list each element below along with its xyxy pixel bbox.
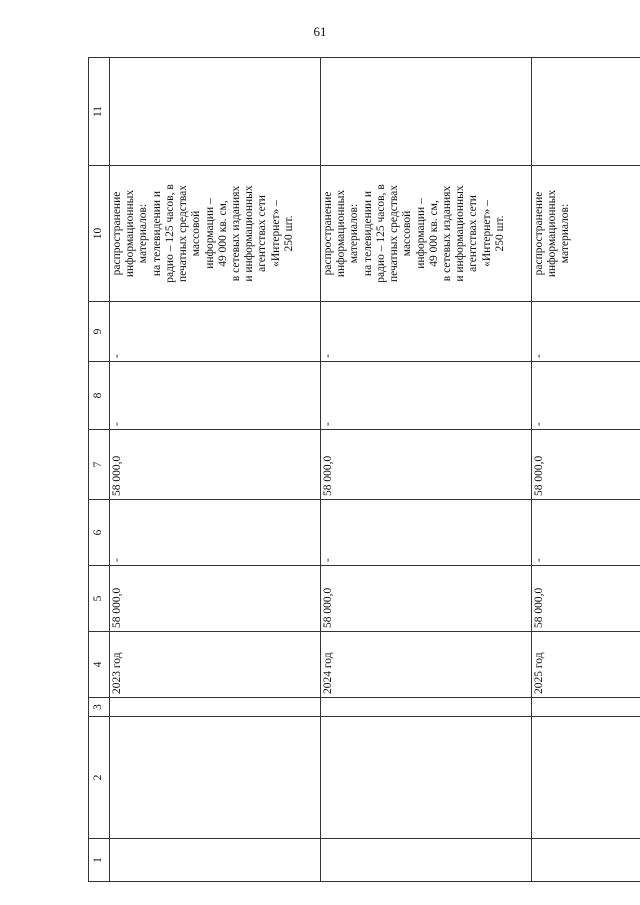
col-header-7: 7: [89, 430, 110, 500]
cell-col3: [110, 698, 321, 717]
desc-line: радио – 125 часов, в: [163, 184, 176, 283]
col-header-4: 4: [89, 632, 110, 698]
cell-col1: [321, 839, 532, 882]
cell-description: [321, 166, 532, 302]
cell-col6: -: [532, 500, 640, 566]
cell-col7: 58 000,0: [110, 430, 321, 500]
desc-line: 49 000 кв. см,: [427, 200, 440, 267]
col-header-10: 10: [89, 166, 110, 302]
desc-line: агентствах сети: [256, 195, 269, 272]
desc-line: 250 шт.: [282, 215, 295, 252]
cell-col6: -: [321, 500, 532, 566]
cell-col8: -: [321, 362, 532, 430]
desc-line: 49 000 кв. см,: [216, 200, 229, 267]
desc-line: в сетевых изданиях: [440, 185, 453, 282]
desc-line: материалов:: [137, 203, 150, 264]
desc-line: в сетевых изданиях: [229, 185, 242, 282]
col-header-3: 3: [89, 698, 110, 717]
desc-line: печатных средствах: [388, 185, 401, 283]
desc-line: 250 шт.: [493, 215, 506, 252]
cell-year: 2023 год: [110, 632, 321, 698]
cell-col2: [532, 717, 640, 839]
desc-line: «Интернет» –: [269, 200, 282, 267]
desc-line: информации –: [414, 198, 427, 269]
cell-col11: [321, 58, 532, 166]
desc-line: информационных: [335, 189, 348, 278]
data-table: [88, 57, 640, 882]
desc-line: информационных: [124, 189, 137, 278]
desc-line: информации –: [203, 198, 216, 269]
cell-col9: -: [321, 302, 532, 362]
desc-line: печатных средствах: [177, 185, 190, 283]
table-row: [110, 58, 321, 882]
col-header-2: 2: [89, 717, 110, 839]
cell-col1: [532, 839, 640, 882]
desc-line: материалов:: [559, 203, 572, 264]
page-number: 61: [313, 24, 327, 39]
desc-line: массовой: [401, 210, 414, 257]
cell-col5: 58 000,0: [532, 566, 640, 632]
table-row: [321, 58, 532, 882]
col-header-8: 8: [89, 362, 110, 430]
cell-col6: -: [110, 500, 321, 566]
cell-description: [532, 166, 640, 302]
cell-year: 2025 год: [532, 632, 640, 698]
desc-line: радио – 125 часов, в: [374, 184, 387, 283]
cell-col9: -: [532, 302, 640, 362]
desc-line: на телевидении и: [361, 190, 374, 277]
cell-col2: [110, 717, 321, 839]
cell-col5: 58 000,0: [321, 566, 532, 632]
cell-col8: -: [532, 362, 640, 430]
cell-col3: [532, 698, 640, 717]
desc-line: агентствах сети: [467, 195, 480, 272]
cell-col7: 58 000,0: [532, 430, 640, 500]
desc-line: распространение: [322, 191, 334, 276]
desc-line: и информационных: [243, 185, 256, 282]
col-header-1: 1: [89, 839, 110, 882]
desc-line: распространение: [111, 191, 123, 276]
cell-col8: -: [110, 362, 321, 430]
rotated-table-frame: [88, 58, 572, 882]
cell-description: [110, 166, 321, 302]
desc-line: распространение: [533, 191, 545, 276]
cell-col7: 58 000,0: [321, 430, 532, 500]
cell-col11: [532, 58, 640, 166]
desc-line: на телевидении и: [150, 190, 163, 277]
cell-col2: [321, 717, 532, 839]
col-header-6: 6: [89, 500, 110, 566]
table-row: [532, 58, 640, 882]
desc-line: «Интернет» –: [480, 200, 493, 267]
desc-line: материалов:: [348, 203, 361, 264]
cell-col9: -: [110, 302, 321, 362]
col-header-5: 5: [89, 566, 110, 632]
header-row: [89, 58, 110, 882]
cell-year: 2024 год: [321, 632, 532, 698]
cell-col11: [110, 58, 321, 166]
col-header-11: 11: [89, 58, 110, 166]
cell-col3: [321, 698, 532, 717]
cell-col5: 58 000,0: [110, 566, 321, 632]
desc-line: массовой: [190, 210, 203, 257]
cell-col1: [110, 839, 321, 882]
desc-line: информационных: [546, 189, 559, 278]
col-header-9: 9: [89, 302, 110, 362]
desc-line: и информационных: [454, 185, 467, 282]
